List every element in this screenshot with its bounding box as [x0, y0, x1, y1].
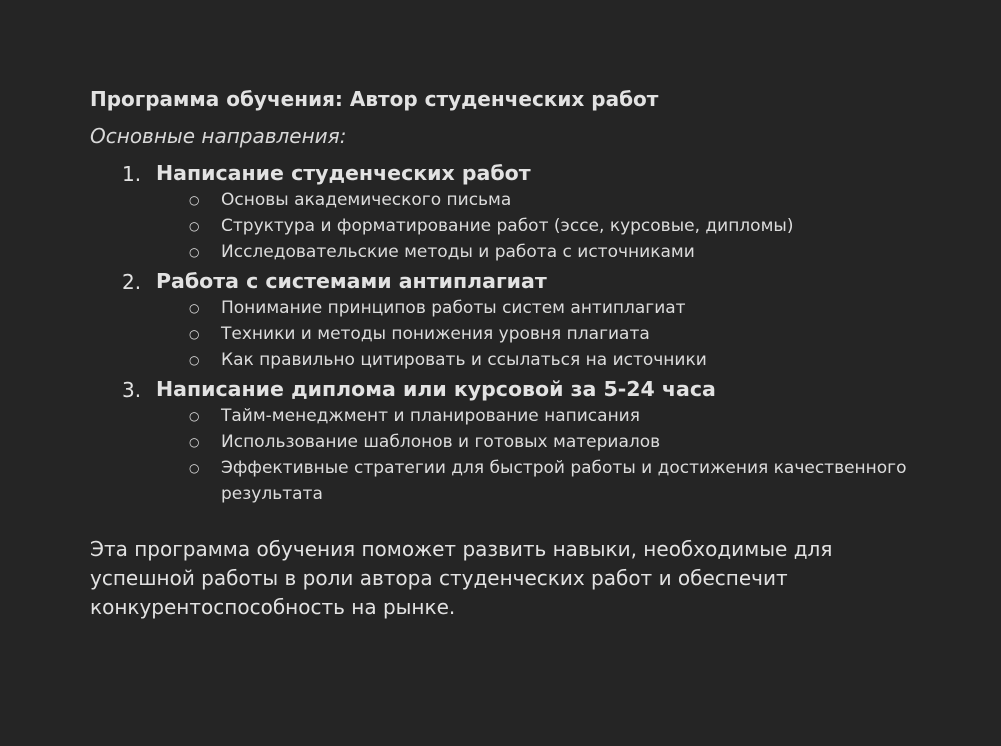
paragraph-line: конкурентоспособность на рынке.	[90, 595, 456, 619]
paragraph-line: Эта программа обучения поможет развить навыки, необходимые для	[90, 537, 833, 561]
bullet-icon: ○	[189, 461, 200, 475]
list-number: 3.	[122, 378, 142, 402]
list-item: Эффективные стратегии для быстрой работы и достижения качественного	[221, 458, 907, 478]
bullet-icon: ○	[189, 245, 200, 259]
list-item: Структура и форматирование работ (эссе, курсовые, дипломы)	[221, 216, 794, 236]
list-item: Как правильно цитировать и ссылаться на источники	[221, 350, 707, 370]
bullet-icon: ○	[189, 409, 200, 423]
subtitle: Основные направления:	[90, 124, 347, 148]
list-item: Техники и методы понижения уровня плагиата	[221, 324, 650, 344]
bullet-icon: ○	[189, 193, 200, 207]
bullet-icon: ○	[189, 353, 200, 367]
section-heading: Написание студенческих работ	[156, 161, 531, 185]
list-number: 2.	[122, 270, 142, 294]
list-item: Использование шаблонов и готовых материалов	[221, 432, 661, 452]
list-item: Тайм-менеджмент и планирование написания	[221, 406, 640, 426]
bullet-icon: ○	[189, 327, 200, 341]
list-item-continuation: результата	[221, 484, 323, 504]
document-title: Программа обучения: Автор студенческих работ	[90, 87, 659, 111]
list-number: 1.	[122, 162, 142, 186]
list-item: Понимание принципов работы систем антиплагиат	[221, 298, 686, 318]
section-heading: Работа с системами антиплагиат	[156, 269, 547, 293]
section-heading: Написание диплома или курсовой за 5-24 часа	[156, 377, 716, 401]
bullet-icon: ○	[189, 435, 200, 449]
bullet-icon: ○	[189, 301, 200, 315]
bullet-icon: ○	[189, 219, 200, 233]
list-item: Исследовательские методы и работа с источниками	[221, 242, 695, 262]
paragraph-line: успешной работы в роли автора студенческих работ и обеспечит	[90, 566, 788, 590]
list-item: Основы академического письма	[221, 190, 512, 210]
